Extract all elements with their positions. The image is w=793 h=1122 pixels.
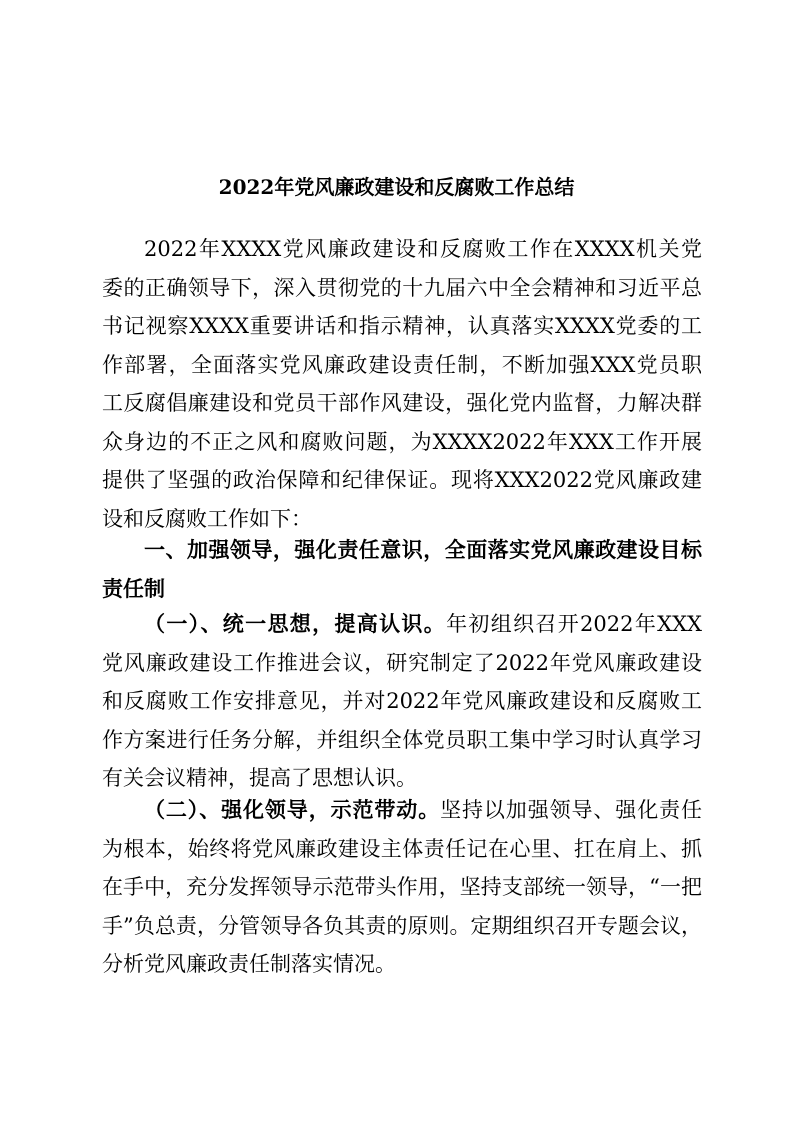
paragraph-line: 设和反腐败工作如下： — [102, 506, 312, 531]
document-title: 2022年党风廉政建设和反腐败工作总结 — [218, 175, 575, 199]
paragraph-line: 工反腐倡廉建设和党员干部作风建设，强化党内监督，力解决群 — [102, 391, 702, 415]
item-two-text: 坚持以加强领导、强化责任 — [440, 798, 703, 822]
paragraph-line: 手”负总责，分管领导各负其责的原则。定期组织召开专题会议， — [102, 913, 702, 938]
paragraph-line: 众身边的不正之风和腐败问题，为XXXX2022年XXX工作开展 — [102, 429, 702, 454]
item-one-lead: （一）、统一思想，提高认识。 — [144, 611, 447, 636]
paragraph-line: 在手中，充分发挥领导示范带头作用，坚持支部统一领导，“一把 — [102, 875, 702, 899]
item-two-paragraph — [102, 791, 702, 984]
paragraph-line: 委的正确领导下，深入贯彻党的十九届六中全会精神和习近平总 — [102, 275, 702, 300]
paragraph-line: 为根本，始终将党风廉政建设主体责任记在心里、扛在肩上、抓 — [102, 836, 702, 861]
paragraph-line: 提供了坚强的政治保障和纪律保证。现将XXX2022党风廉政建 — [102, 468, 702, 492]
paragraph-line: 分析党风廉政责任制落实情况。 — [102, 952, 396, 976]
paragraph-line — [102, 605, 702, 644]
heading-line: 责任制 — [102, 576, 165, 601]
paragraph-line — [102, 791, 702, 830]
item-one-paragraph — [102, 605, 702, 798]
section-heading — [102, 531, 702, 608]
paragraph-line: 和反腐败工作安排意见，并对2022年党风廉政建设和反腐败工 — [102, 689, 702, 713]
paragraph-line: 有关会议精神，提高了思想认识。 — [102, 766, 417, 790]
item-one-text: 年初组织召开2022年XXX — [446, 612, 703, 636]
paragraph-line: 作方案进行任务分解，并组织全体党员职工集中学习时认真学习 — [102, 727, 702, 752]
heading-line: 一、加强领导，强化责任意识，全面落实党风廉政建设目标 — [144, 538, 702, 562]
paragraph-line: 党风廉政建设工作推进会议，研究制定了2022年党风廉政建设 — [102, 650, 702, 675]
item-two-lead: （二）、强化领导，示范带动。 — [144, 797, 441, 822]
intro-paragraph — [102, 230, 702, 538]
paragraph-line: 书记视察XXXX重要讲话和指示精神，认真落实XXXX党委的工 — [102, 314, 702, 338]
paragraph-line: 作部署，全面落实党风廉政建设责任制，不断加强XXX党员职 — [102, 352, 702, 377]
paragraph-line: 2022年XXXX党风廉政建设和反腐败工作在XXXX机关党 — [144, 237, 702, 261]
